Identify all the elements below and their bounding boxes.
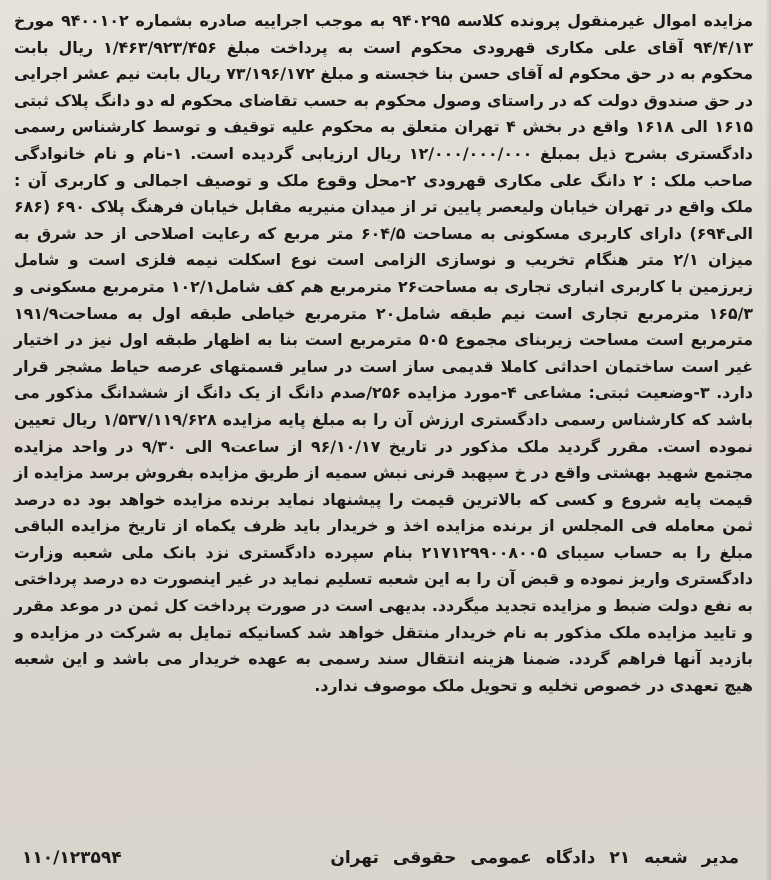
notice-number: ۱۱۰/۱۲۳۵۹۴: [22, 848, 122, 868]
signature-line: [330, 848, 739, 868]
signature-word: حقوقی: [392, 848, 457, 868]
auction-notice-text: [14, 8, 753, 699]
paper-edge-shadow: [765, 0, 771, 880]
notice-footer: [22, 843, 739, 873]
signature-word: ۲۱: [609, 848, 631, 868]
notice-paragraph: مزایده اموال غیرمنقول پرونده کلاسه ۹۴۰۲۹۵ به موجب اجراییه صادره بشماره ۹۴۰۰۱۰۲ مورخ ۹۴/۴/۱۳ آقای علی مکاری قهرودی محکوم است به پرداخت مبلغ ۱/۴۶۳/۹۲۳/۴۵۶ ریال بابت محکوم به در حق محکوم له آقای حسن بنا خجسته و مبلغ ۷۳/۱۹۶/۱۷۲ ریال بابت نیم عشر اجرایی در حق صندوق دولت که در راستای وصول محکوم به حسب تقاضای محکوم له دو دانگ پلاک ثبتی ۱۶۱۵ الی ۱۶۱۸ واقع در بخش ۴ تهران متعلق به محکوم علیه توقیف و توسط کارشناس رسمی دادگستری بشرح ذیل بمبلغ ۱۲/۰۰۰/۰۰۰/۰۰۰ ریال ارزیابی گردیده است. ۱-نام و نام خانوادگی صاحب ملک : ۲ دانگ علی مکاری قهرودی ۲-محل وقوع ملک و توصیف اجمالی و کاربری آن : ملک واقع در تهران خیابان ولیعصر پایین تر از میدان منیریه مقابل خیابان فرهنگ پلاک ۶۹۰ (۶۸۶ الی۶۹۴) دارای کاربری مسکونی به مساحت ۶۰۴/۵ متر مربع که رعایت اصلاحی از حد شرق به میزان ۲/۱ متر هنگام تخریب و نوسازی الزامی است نوع اسکلت نیمه فلزی است و شامل زیرزمین با کاربری انباری تجاری به مساحت۲۶ مترمربع هم کف شامل۱۰۲/۱ مترمربع مسکونی و ۱۶۵/۳ مترمربع تجاری است نیم طبقه شامل۲۰ مترمربع خیاطی طبقه اول به مساحت۱۹۱/۹ مترمربع است مساحت زیربنای مجموع ۵۰۵ مترمربع است بنا به اظهار طبقه اول نیز در اختیار غیر است ساختمان احداثی کاملا قدیمی ساز است در سایر قسمتهای عرصه حیاط مشجر قرار دارد. ۳-وضعیت ثبتی: مشاعی ۴-مورد مزایده ۲۵۶/صدم دانگ از یک دانگ از ششدانگ مذکور می باشد که کارشناس رسمی دادگستری ارزش آن را به مبلغ پایه مزایده ۱/۵۳۷/۱۱۹/۶۲۸ ریال تعیین نموده است. مقرر گردید ملک مذکور در تاریخ ۹۶/۱۰/۱۷ از ساعت۹ الی ۹/۳۰ در واحد مزایده مجتمع شهید بهشتی واقع در خ سپهبد قرنی نبش سمیه از طریق مزایده بفروش برسد مزایده از قیمت پایه شروع و کسی که بالاترین قیمت را پیشنهاد نماید برنده مزایده خواهد بود ده درصد ثمن معامله فی المجلس از برنده مزایده اخذ و خریدار باید ظرف یکماه از تاریخ مزایده الباقی مبلغ را به حساب سیبای ۲۱۷۱۲۹۹۰۰۸۰۰۵ بنام سپرده دادگستری نزد بانک ملی شعبه وزارت دادگستری واریز نموده و قبض آن را به این شعبه تسلیم نماید در غیر اینصورت ده درصد پرداختی به نفع دولت ضبط و مزایده تجدید میگردد. بدیهی است در صورت پرداخت کل ثمن در موعد مقرر و تایید مزایده ملک مذکور به نام خریدار منتقل خواهد شد کسانیکه تمایل به شرکت در مزایده و بازدید آنها فراهم گردد. ضمنا هزینه انتقال سند رسمی به عهده خریدار می باشد و این شعبه هیچ تعهدی در خصوص تخلیه و تحویل ملک موصوف ندارد.: [14, 11, 754, 695]
signature-word: دادگاه: [545, 848, 596, 868]
signature-word: شعبه: [644, 848, 688, 868]
signature-word: تهران: [330, 848, 379, 868]
signature-word: عمومی: [470, 848, 532, 868]
signature-word: مدیر: [701, 848, 739, 868]
